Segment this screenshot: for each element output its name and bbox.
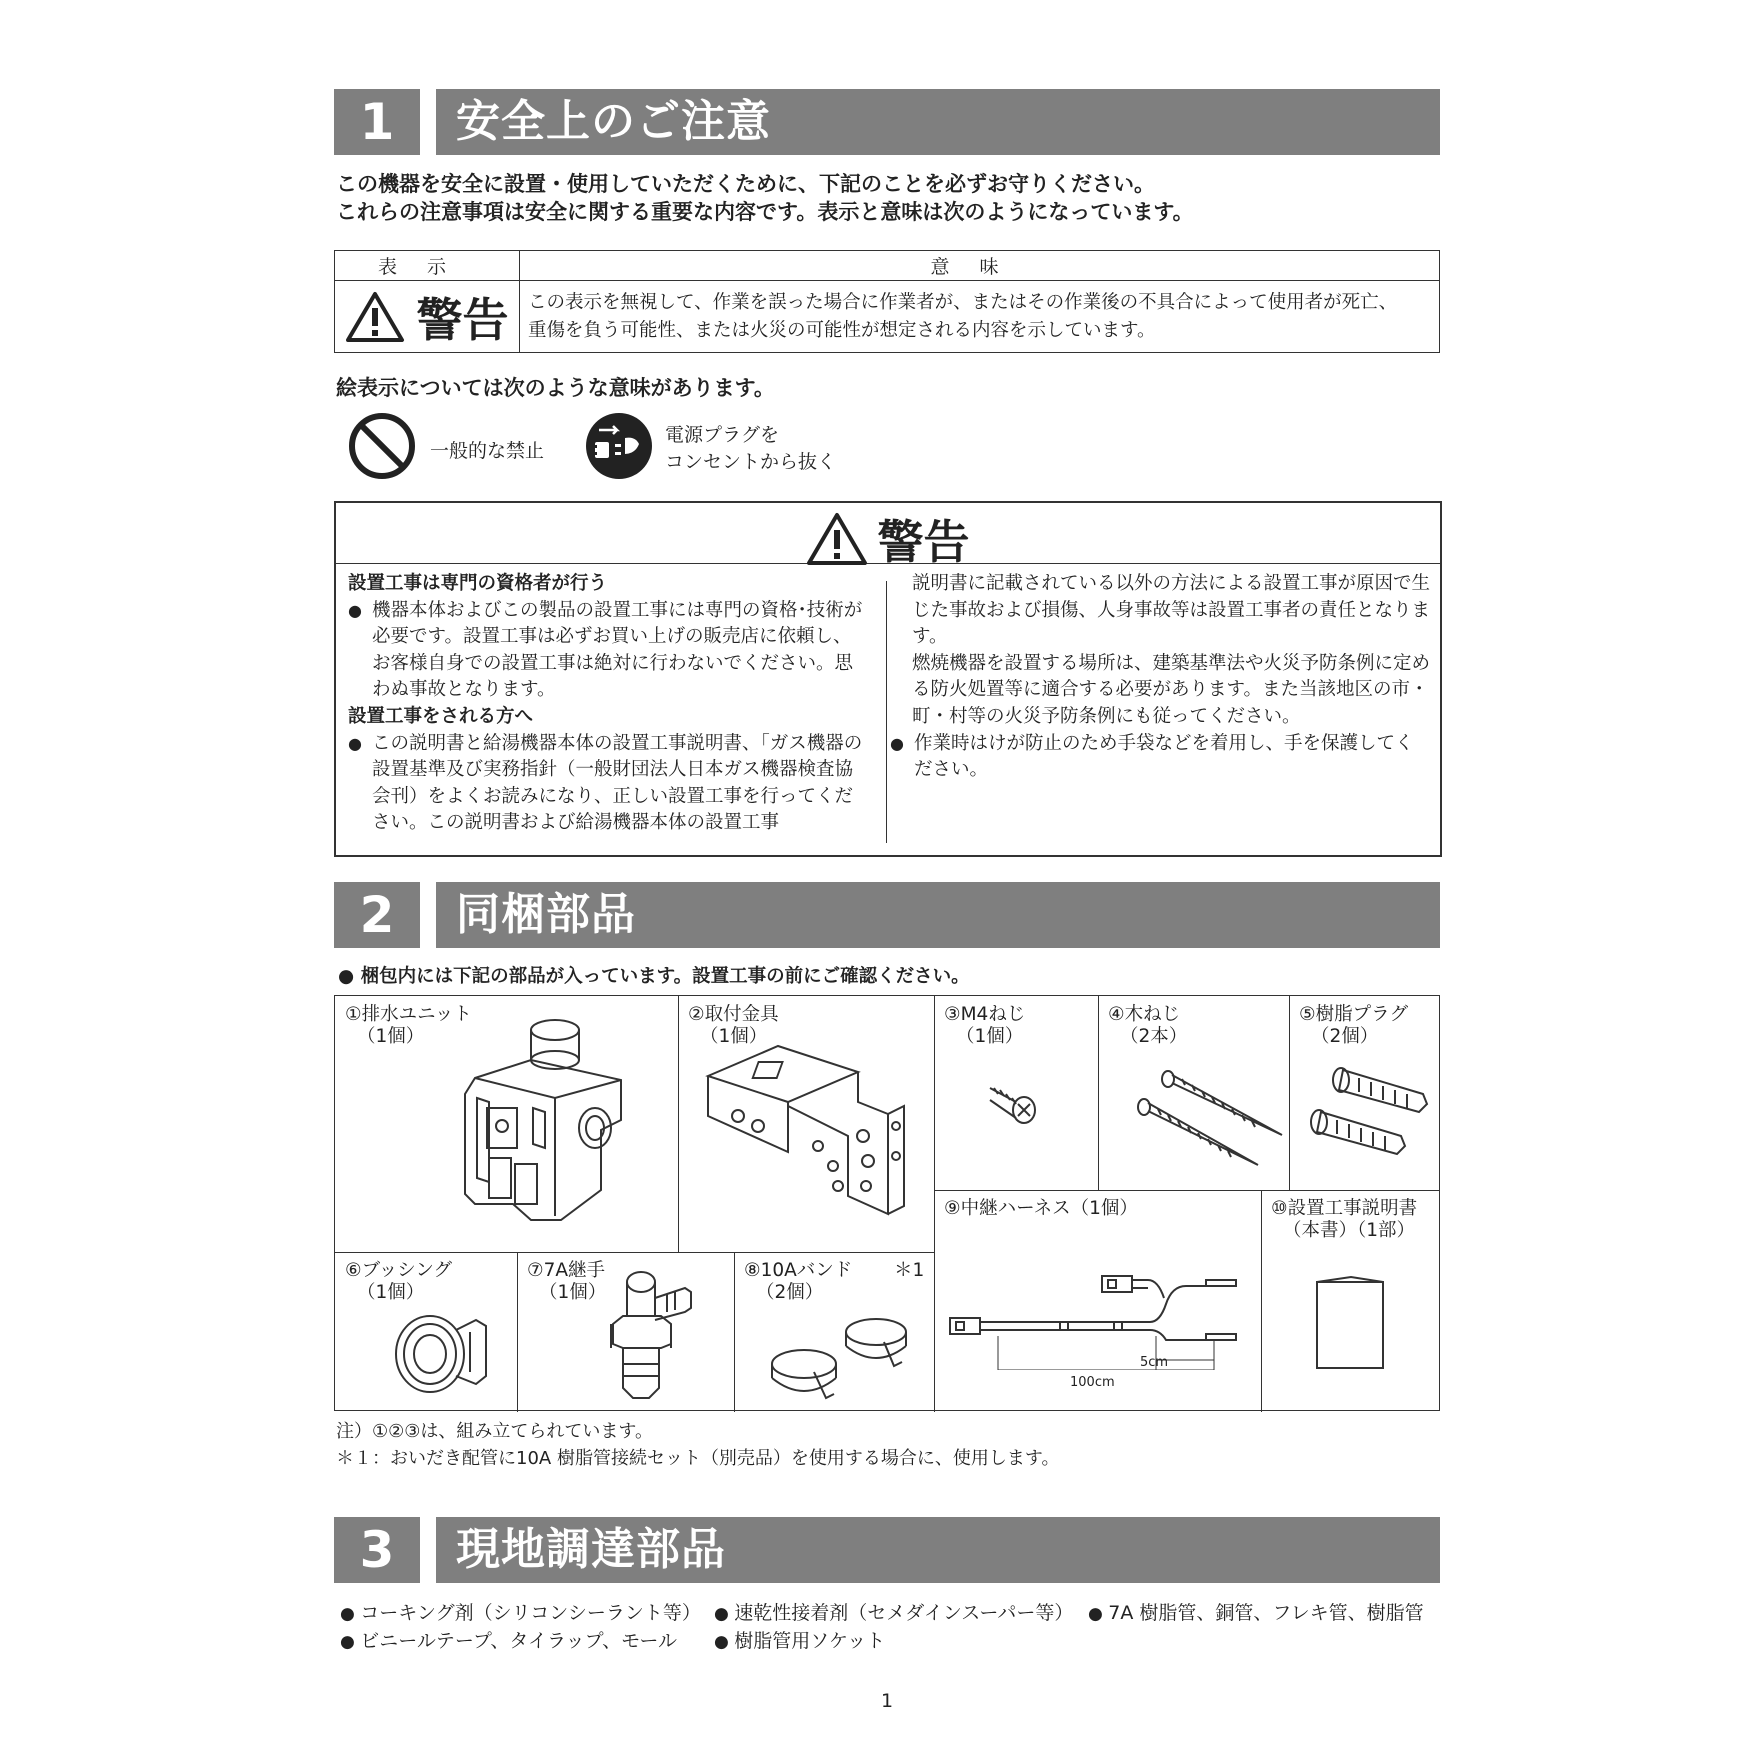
section3-header [334, 1517, 1440, 1583]
warning-column-divider [886, 581, 887, 843]
part-qty: （1個） [700, 1026, 768, 1047]
relay-harness-illustration [948, 1240, 1248, 1370]
warning-triangle-icon [345, 291, 405, 343]
part-10a-band [734, 1252, 934, 1412]
section2-header [334, 882, 1440, 948]
warning-heading-qualified: 設置工事は専門の資格者が行う [348, 573, 608, 594]
part-qty: （1個） [357, 1282, 425, 1303]
part-name: ④木ねじ [1108, 1004, 1181, 1025]
warning-box-title: 警告 [877, 515, 970, 569]
section3-title: 現地調達部品 [436, 1517, 1440, 1583]
section1-intro [336, 170, 1194, 226]
m4-screw-illustration [982, 1076, 1042, 1136]
warning-text-fire-code: 燃焼機器を設置する場所は、建築基準法や火災予防条例に定める防火処置等に適合する必要があります。また当該地区の市・町・村等の火災予防条例にも従ってください。 [912, 652, 1431, 727]
meaning-text-cell [520, 281, 1440, 353]
unplug-icon [585, 412, 653, 480]
part-qty: （1個） [357, 1026, 425, 1047]
warning-box [334, 501, 1442, 857]
signal-word-table [334, 250, 1440, 353]
part-qty: （1個） [539, 1282, 607, 1303]
local-item-tape: ● ビニールテープ、タイラップ、モール [340, 1626, 677, 1653]
warning-heading-installers: 設置工事をされる方へ [348, 705, 534, 727]
section2-title: 同梱部品 [436, 882, 1440, 948]
mounting-bracket-illustration [698, 1036, 924, 1226]
section1-header [334, 89, 1440, 155]
10a-band-illustration [764, 1302, 929, 1407]
col-display-header: 表示 [335, 251, 520, 281]
note-footnote-1: ＊１：おいだき配管に10A 樹脂管接続セット（別売品）を使用する場合に、使用します。 [336, 1448, 1060, 1469]
parts-notes [336, 1418, 1060, 1472]
signal-word-cell [335, 281, 520, 353]
warning-bullet-installers: ● この説明書と給湯機器本体の設置工事説明書、「ガス機器の設置基準及び実務指針（一般財団法人日本ガス機器検査協会刊）をよくお読みになり、正しい設置工事を行ってください。この説明書および給湯機器本体の設置工事 [348, 731, 870, 837]
section3-number: 3 [334, 1517, 420, 1583]
footnote-mark: ＊1 [894, 1260, 925, 1281]
part-installation-manual [1261, 1190, 1440, 1412]
prohibit-label: 一般的な禁止 [430, 440, 545, 462]
manual-booklet-illustration [1313, 1274, 1387, 1370]
part-qty: （2本） [1120, 1026, 1188, 1047]
part-name: ③M4ねじ [944, 1004, 1026, 1025]
meaning-line-2: 重傷を負う可能性、または火災の可能性が想定される内容を示しています。 [528, 319, 1156, 341]
local-item-caulking: ● コーキング剤（シリコンシーラント等） [340, 1598, 701, 1625]
part-name: ⑧10Aバンド [744, 1260, 853, 1281]
part-relay-harness [934, 1190, 1261, 1412]
harness-dimension-100cm: 100cm [1070, 1375, 1115, 1390]
unplug-label-line-2: コンセントから抜く [665, 451, 837, 473]
warning-triangle-icon [806, 512, 868, 566]
resin-plugs-illustration [1309, 1064, 1439, 1174]
bushing-illustration [390, 1302, 500, 1402]
part-qty: （2個） [1311, 1026, 1379, 1047]
warning-box-header [336, 503, 1440, 569]
part-qty: （本書）（1部） [1283, 1220, 1416, 1241]
col-meaning-header: 意味 [520, 251, 1440, 281]
part-wood-screws [1098, 996, 1289, 1190]
warning-right-column [912, 571, 1430, 784]
intro-line-2: これらの注意事項は安全に関する重要な内容です。表示と意味は次のようになっています。 [336, 200, 1194, 224]
signal-word: 警告 [416, 292, 509, 347]
part-resin-plugs [1289, 996, 1440, 1190]
note-assembled: 注）①②③は、組み立てられています。 [336, 1421, 653, 1442]
drain-unit-illustration [447, 1008, 637, 1238]
warning-bullet-gloves: ● 作業時はけが防止のため手袋などを着用し、手を保護してください。 [890, 731, 1430, 784]
local-item-socket: ● 樹脂管用ソケット [714, 1626, 885, 1653]
warning-text-responsibility: 説明書に記載されている以外の方法による設置工事が原因で生じた事故および損傷、人身事故等は設置工事者の責任となります。 [912, 573, 1431, 648]
prohibit-icon [348, 412, 416, 480]
part-drain-unit [335, 996, 678, 1252]
part-name: ⑦7A継手 [527, 1260, 606, 1281]
7a-joint-illustration [607, 1264, 717, 1409]
section1-number: 1 [334, 89, 420, 155]
part-name: ⑥ブッシング [345, 1260, 452, 1281]
local-item-pipes: ● 7A 樹脂管、銅管、フレキ管、樹脂管 [1088, 1598, 1424, 1625]
unplug-label-line-1: 電源プラグを [665, 424, 780, 446]
harness-dimension-5cm: 5cm [1140, 1355, 1169, 1370]
local-item-adhesive: ● 速乾性接着剤（セメダインスーパー等） [714, 1598, 1073, 1625]
part-mounting-bracket [678, 996, 934, 1252]
parts-grid [334, 995, 1440, 1411]
part-bushing [335, 1252, 517, 1412]
part-qty: （2個） [756, 1282, 824, 1303]
part-7a-joint [517, 1252, 734, 1412]
part-name: ②取付金具 [688, 1004, 779, 1025]
meaning-line-1: この表示を無視して、作業を誤った場合に作業者が、またはその作業後の不具合によって使用者が死亡、 [528, 291, 1398, 313]
section2-number: 2 [334, 882, 420, 948]
pictograms-intro: 絵表示については次のような意味があります。 [336, 376, 775, 400]
section1-title: 安全上のご注意 [436, 89, 1440, 155]
page-number: 1 [880, 1690, 894, 1712]
part-name: ①排水ユニット [345, 1004, 472, 1025]
part-qty: （1個） [956, 1026, 1024, 1047]
warning-bullet-qualified: ● 機器本体およびこの製品の設置工事には専門の資格･技術が必要です。設置工事は必ずお買い上げの販売店に依頼し、お客様自身での設置工事は絶対に行わないでください。思わぬ事故となります。 [348, 598, 870, 704]
warning-left-column [348, 571, 870, 837]
wood-screws-illustration [1118, 1061, 1288, 1181]
intro-line-1: この機器を安全に設置・使用していただくために、下記のことを必ずお守りください。 [336, 172, 1155, 196]
part-name: ⑤樹脂プラグ [1299, 1004, 1409, 1025]
section2-intro: ● 梱包内には下記の部品が入っています。設置工事の前にご確認ください。 [338, 966, 970, 987]
part-name: ⑩設置工事説明書 [1271, 1198, 1418, 1219]
unplug-label [665, 422, 836, 476]
part-name: ⑨中継ハーネス（1個） [944, 1198, 1138, 1219]
part-m4-screw [934, 996, 1098, 1190]
